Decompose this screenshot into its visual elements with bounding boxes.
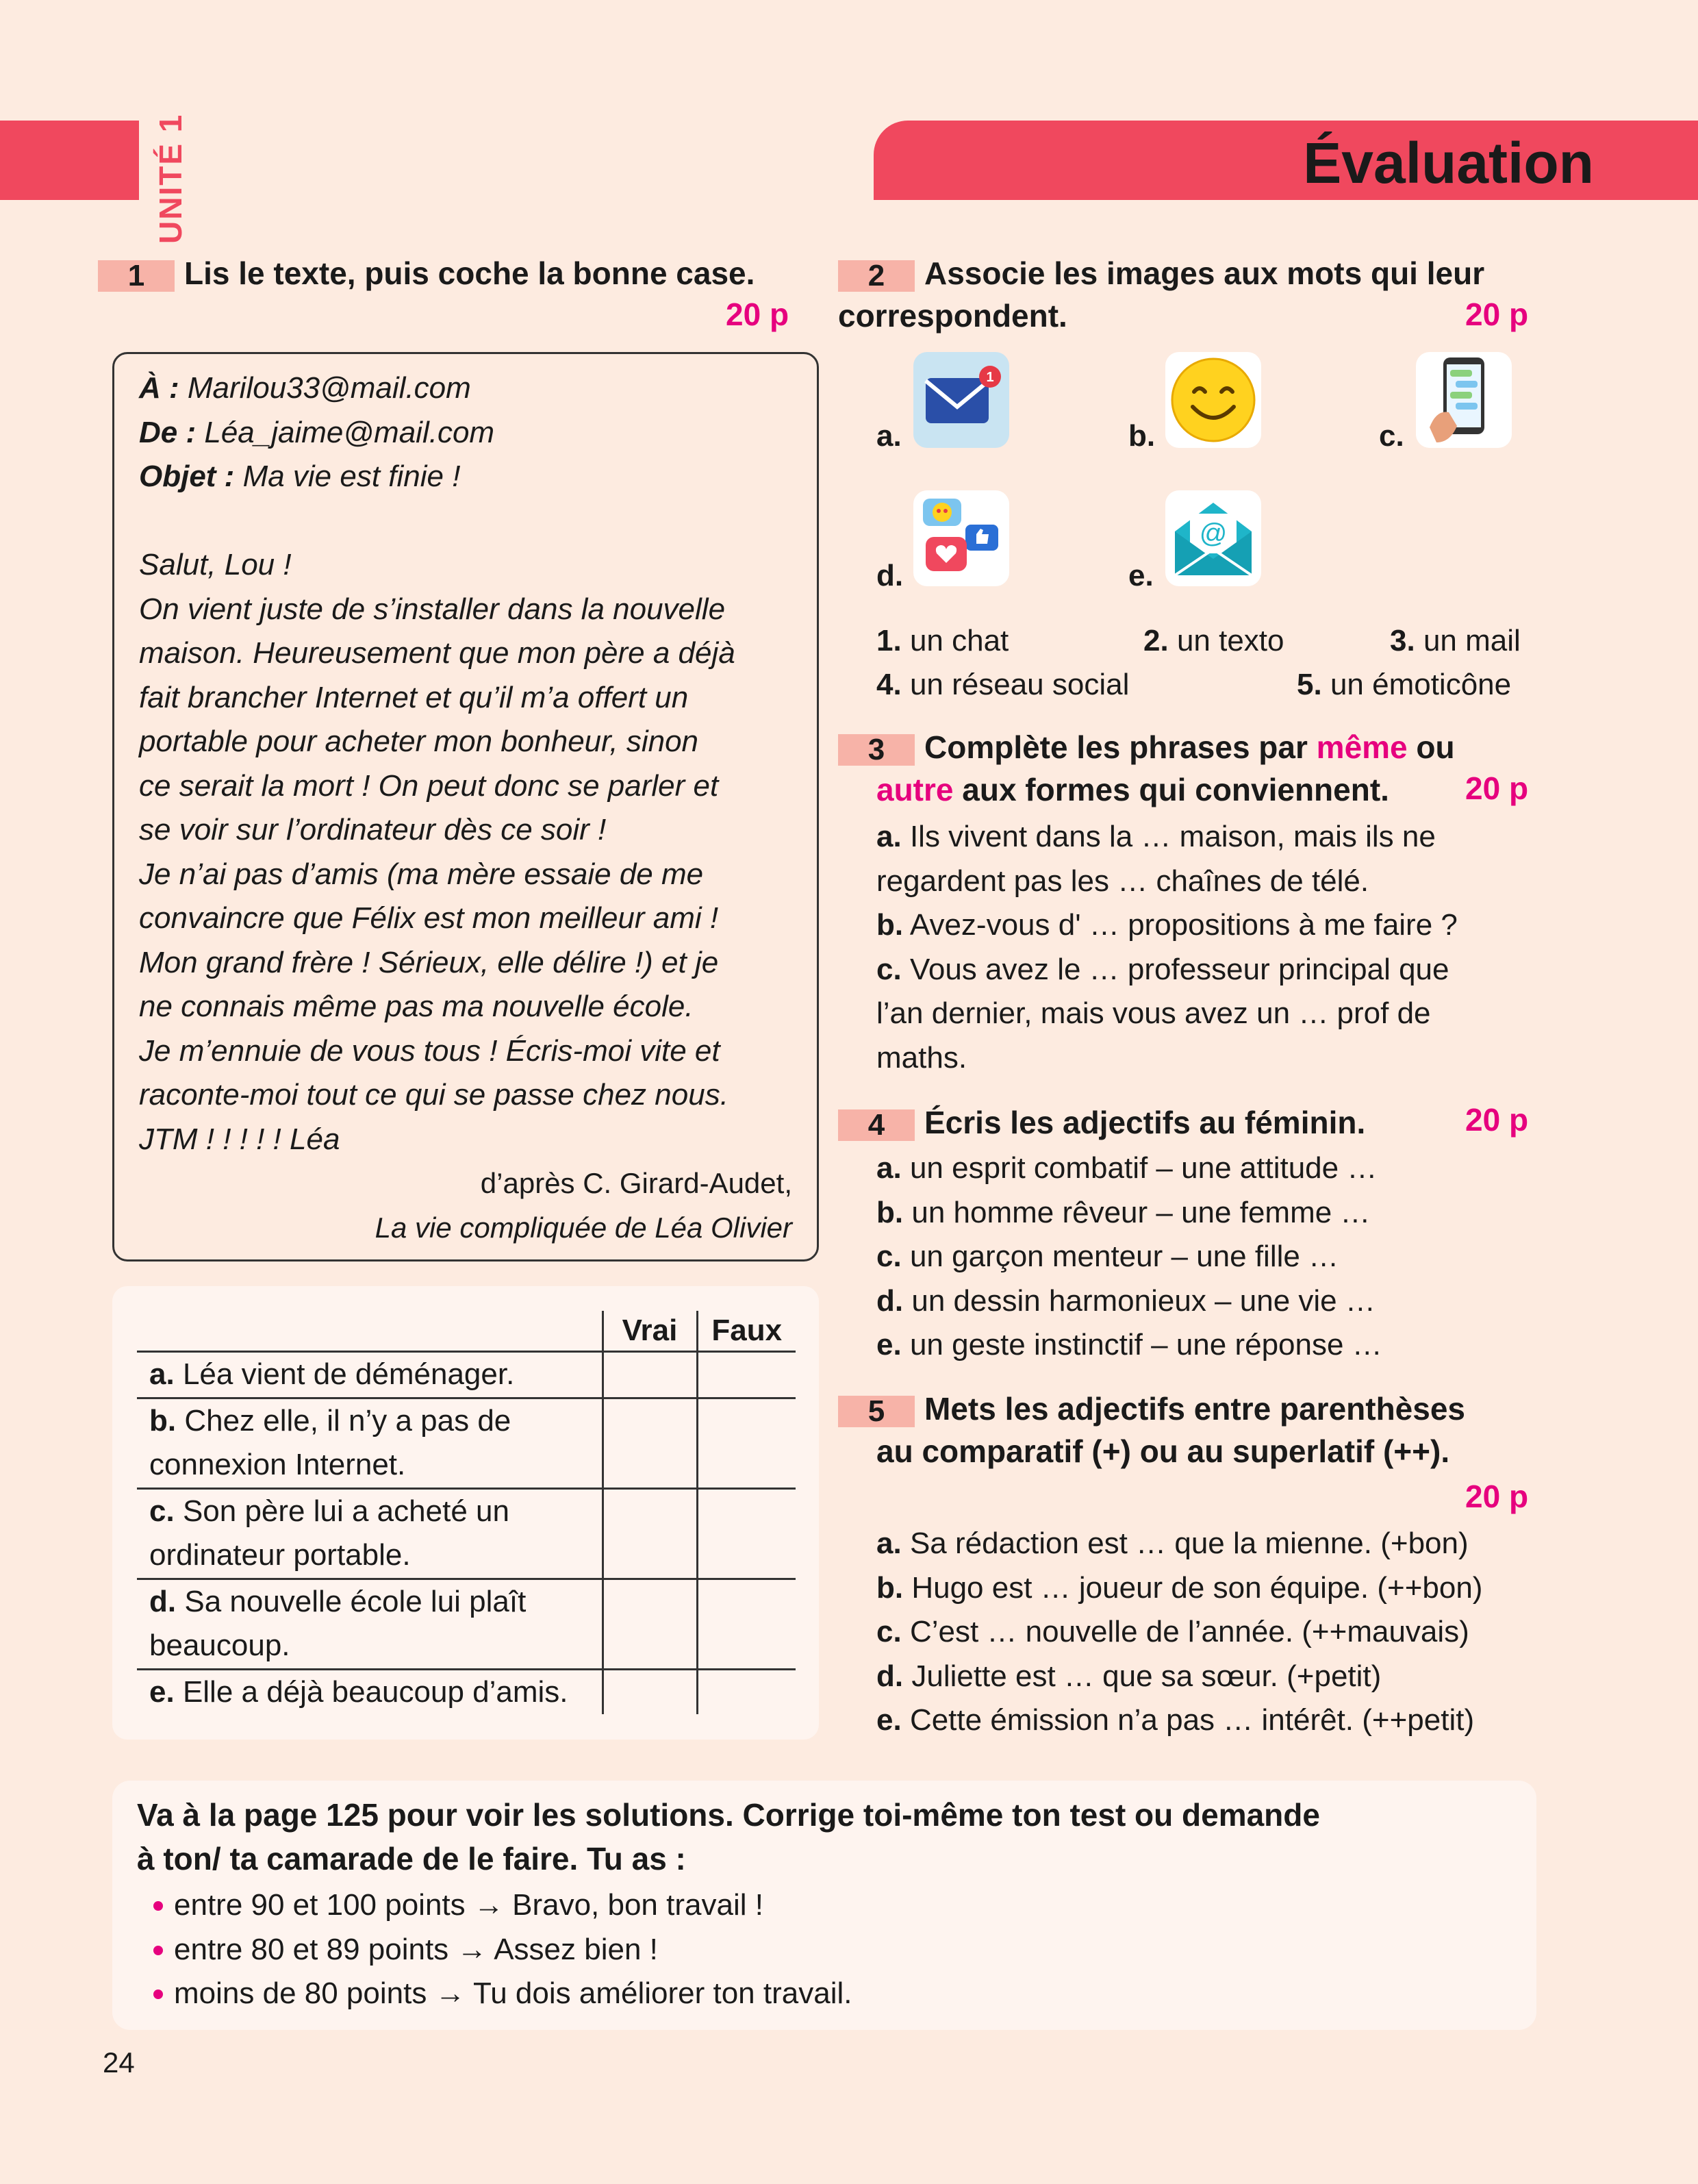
list-item: maths.: [876, 1040, 967, 1075]
email-from: De : Léa_jaime@mail.com: [139, 415, 495, 449]
image-label-a: a.: [876, 419, 902, 453]
q5-points: 20 p: [1465, 1479, 1529, 1514]
email-line: Salut, Lou !: [139, 548, 292, 581]
email-envelope-icon: [1165, 490, 1261, 586]
q4-heading: 4 Écris les adjectifs au féminin.: [838, 1101, 1365, 1144]
image-label-d: d.: [876, 559, 904, 592]
word-5: 5. un émoticône: [1297, 668, 1512, 701]
email-line: maison. Heureusement que mon père a déjà: [139, 636, 735, 670]
list-item: moins de 80 points → Tu dois améliorer ton travail.: [174, 1972, 852, 2016]
checkbox-false-a[interactable]: [697, 1352, 796, 1398]
score-list: [174, 1883, 852, 2016]
q4-points: 20 p: [1465, 1102, 1529, 1138]
list-item: e. Cette émission n’a pas … intérêt. (++petit): [876, 1703, 1475, 1737]
table-row: b. Chez elle, il n’y a pas de connexion Internet.: [137, 1398, 796, 1488]
col-header-false: Faux: [697, 1311, 796, 1352]
q5-items: [876, 1522, 1547, 1743]
image-label-b: b.: [1128, 419, 1156, 453]
header-bar-left: [0, 121, 139, 200]
q5-number: 5: [838, 1396, 915, 1427]
q1-heading: [98, 252, 755, 294]
list-item: entre 80 et 89 points → Assez bien !: [174, 1928, 852, 1972]
true-false-box: [112, 1286, 819, 1740]
email-line: portable pour acheter mon bonheur, sinon: [139, 725, 699, 758]
checkbox-true-e[interactable]: [603, 1669, 697, 1714]
list-item: d. un dessin harmonieux – une vie …: [876, 1283, 1376, 1318]
table-row: e. Elle a déjà beaucoup d’amis.: [137, 1669, 796, 1714]
word-1: 1. un chat: [876, 624, 1009, 657]
image-label-c: c.: [1379, 419, 1404, 453]
email-subject: Objet : Ma vie est finie !: [139, 460, 461, 493]
table-row: a. Léa vient de déménager.: [137, 1352, 796, 1398]
page-number: 24: [103, 2046, 135, 2079]
list-item: c. C’est … nouvelle de l’année. (++mauvais): [876, 1615, 1469, 1648]
q4-number: 4: [838, 1109, 915, 1141]
q2-number: 2: [838, 260, 915, 292]
q4-items: [876, 1146, 1534, 1368]
q1-points: 20 p: [726, 297, 789, 332]
image-label-e: e.: [1128, 559, 1154, 592]
table-row: c. Son père lui a acheté un ordinateur portable.: [137, 1488, 796, 1579]
q3-items: [876, 815, 1534, 1080]
email-line: Je m’ennuie de vous tous ! Écris-moi vite et: [139, 1033, 720, 1068]
q1-number: 1: [98, 260, 175, 292]
solutions-box: [112, 1781, 1536, 2030]
list-item: a. Sa rédaction est … que la mienne. (+bon): [876, 1527, 1469, 1560]
email-to: À : Marilou33@mail.com: [139, 371, 471, 405]
word-3: 3. un mail: [1390, 624, 1521, 657]
checkbox-true-c[interactable]: [603, 1488, 697, 1579]
table-row: d. Sa nouvelle école lui plaît beaucoup.: [137, 1579, 796, 1669]
q3-points: 20 p: [1465, 770, 1529, 806]
email-line: JTM ! ! ! ! ! Léa: [139, 1122, 340, 1156]
q3-number: 3: [838, 734, 915, 766]
email-line: ce serait la mort ! On peut donc se parler et: [139, 768, 719, 803]
smiley-emoji-icon: [1165, 352, 1261, 448]
list-item: a. Ils vivent dans la … maison, mais ils ne: [876, 820, 1436, 853]
email-text-box: [112, 352, 819, 1262]
list-item: b. Hugo est … joueur de son équipe. (++bon): [876, 1570, 1483, 1605]
credit-author: d’après C. Girard-Audet,: [480, 1167, 792, 1199]
q1-instruction: Lis le texte, puis coche la bonne case.: [184, 255, 755, 291]
phone-chat-icon: [1416, 352, 1512, 448]
email-line: convaincre que Félix est mon meilleur ami !: [139, 901, 719, 935]
mail-notification-icon: [913, 352, 1009, 448]
svg-text:@: @: [1199, 518, 1228, 549]
list-item: a. un esprit combatif – une attitude …: [876, 1151, 1378, 1185]
checkbox-false-c[interactable]: [697, 1488, 796, 1579]
list-item: d. Juliette est … que sa sœur. (+petit): [876, 1659, 1382, 1693]
page-title: Évaluation: [1303, 131, 1594, 195]
social-network-icon: [913, 490, 1009, 586]
word-2: 2. un texto: [1143, 624, 1284, 657]
col-header-true: Vrai: [603, 1311, 697, 1352]
email-line: fait brancher Internet et qu’il m’a offert un: [139, 680, 689, 714]
checkbox-true-a[interactable]: [603, 1352, 697, 1398]
credit-title: La vie compliquée de Léa Olivier: [375, 1211, 792, 1244]
list-item: l’an dernier, mais vous avez un … prof de: [876, 996, 1431, 1030]
email-line: On vient juste de s’installer dans la nouvelle: [139, 592, 726, 626]
q5-heading: 5 Mets les adjectifs entre parenthèses au comparatif (+) ou au superlatif (++).: [838, 1388, 1534, 1472]
email-line: ne connais même pas ma nouvelle école.: [139, 990, 694, 1023]
email-line: raconte-moi tout ce qui se passe chez nous.: [139, 1078, 728, 1112]
list-item: c. Vous avez le … professeur principal que: [876, 952, 1449, 986]
word-4: 4. un réseau social: [876, 668, 1130, 701]
q3-heading: 3 Complète les phrases par même ou autre aux formes qui conviennent.: [838, 726, 1534, 811]
svg-text:1: 1: [986, 370, 994, 385]
q2-heading: 2 Associe les images aux mots qui leur correspondent.: [838, 255, 1485, 334]
list-item: entre 90 et 100 points → Bravo, bon travail !: [174, 1883, 852, 1928]
checkbox-false-d[interactable]: [697, 1579, 796, 1669]
email-line: Mon grand frère ! Sérieux, elle délire !) et je: [139, 945, 719, 979]
list-item: e. un geste instinctif – une réponse …: [876, 1328, 1382, 1361]
checkbox-true-d[interactable]: [603, 1579, 697, 1669]
q2-points: 20 p: [1465, 297, 1529, 332]
email-line: se voir sur l’ordinateur dès ce soir !: [139, 813, 607, 846]
solutions-instruction: Va à la page 125 pour voir les solutions. Corrige toi-même ton test ou demande à ton/ ta camarade de le faire. Tu as :: [137, 1797, 1320, 1877]
list-item: regardent pas les … chaînes de télé.: [876, 864, 1369, 898]
unit-label: UNITÉ 1: [153, 113, 188, 244]
checkbox-false-b[interactable]: [697, 1398, 796, 1488]
checkbox-true-b[interactable]: [603, 1398, 697, 1488]
list-item: b. Avez-vous d' … propositions à me faire ?: [876, 908, 1458, 942]
list-item: b. un homme rêveur – une femme …: [876, 1195, 1371, 1229]
list-item: c. un garçon menteur – une fille …: [876, 1240, 1339, 1273]
checkbox-false-e[interactable]: [697, 1669, 796, 1714]
true-false-table: [137, 1311, 796, 1714]
email-line: Je n’ai pas d’amis (ma mère essaie de me: [139, 857, 704, 891]
